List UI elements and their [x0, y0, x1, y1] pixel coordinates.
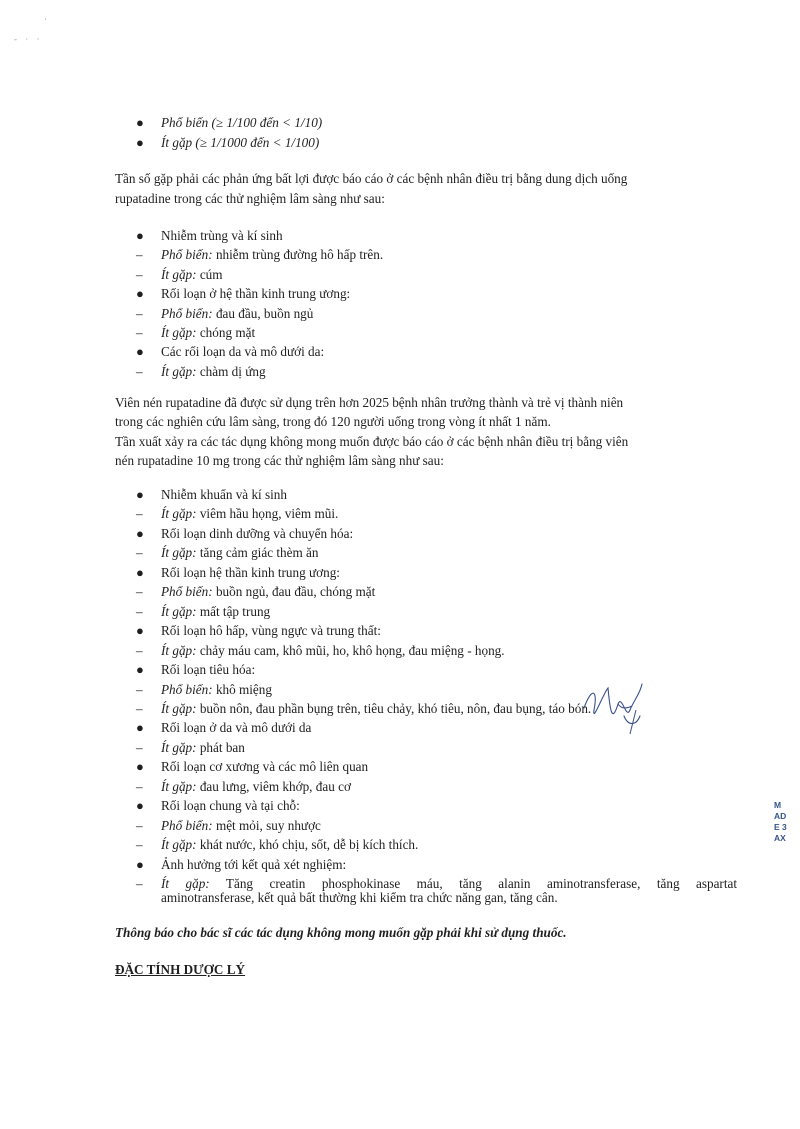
list-text: Rối loạn hô hấp, vùng ngực và trung thất:: [161, 623, 381, 638]
frequency-definition: Phổ biến (≥ 1/100 đến < 1/10): [161, 115, 323, 130]
list-subitem: [161, 643, 505, 659]
frequency-label: Ít gặp:: [161, 604, 197, 619]
bullet-marker: ●: [136, 662, 144, 677]
list-heading: [161, 526, 353, 542]
list-heading: [161, 857, 346, 873]
dash-marker: –: [136, 325, 143, 340]
list-heading: [161, 228, 283, 244]
list-text: buồn ngủ, đau đầu, chóng mặt: [212, 584, 376, 599]
list-heading: [161, 344, 324, 360]
dash-marker: –: [136, 837, 143, 852]
list-text: Rối loạn ở da và mô dưới da: [161, 720, 312, 735]
bullet-marker: ●: [136, 565, 144, 580]
list-text: Rối loạn hệ thần kinh trung ương:: [161, 565, 340, 580]
dash-marker: –: [136, 506, 143, 521]
list-text: Rối loạn dinh dưỡng và chuyển hóa:: [161, 526, 354, 541]
bullet-marker: ●: [136, 720, 144, 735]
list-text: chóng mặt: [196, 325, 256, 340]
list-subitem: [161, 818, 321, 834]
list-subitem: [161, 545, 318, 561]
section-title: ĐẶC TÍNH DƯỢC LÝ: [115, 962, 246, 977]
list-text: Rối loạn tiêu hóa:: [161, 662, 256, 677]
dash-marker: –: [136, 545, 143, 560]
bullet-marker: ●: [136, 759, 144, 774]
list-subitem: [161, 701, 591, 717]
list-heading: [161, 759, 368, 775]
scan-corner-mark: · - · ·: [14, 14, 50, 44]
bullet-marker: ●: [136, 228, 144, 243]
frequency-label: Ít gặp:: [161, 876, 210, 891]
dash-marker: –: [136, 643, 143, 658]
dash-marker: –: [136, 818, 143, 833]
list-heading: [161, 662, 255, 678]
list-text: buồn nôn, đau phần bụng trên, tiêu chảy, khó tiêu, nôn, đau bụng, táo bón.: [196, 701, 592, 716]
dash-marker: –: [136, 267, 143, 282]
frequency-label: Ít gặp:: [161, 267, 197, 282]
frequency-label: Ít gặp:: [161, 364, 197, 379]
dash-marker: –: [136, 682, 143, 697]
list-subitem: [161, 682, 272, 698]
frequency-label: Phổ biến:: [161, 247, 213, 262]
list-subitem: [161, 247, 383, 263]
side-stamp-fragment: [774, 800, 796, 844]
list-heading: [161, 720, 311, 736]
list-text: viêm hầu họng, viêm mũi.: [196, 506, 339, 521]
handwritten-signature: [578, 680, 658, 736]
list-text: khát nước, khó chịu, sốt, dễ bị kích thích.: [196, 837, 419, 852]
list-continuation-line: aminotransferase, kết quả bất thường khi kiểm tra chức năng gan, tăng cân.: [161, 890, 558, 905]
list-text: Rối loạn ở hệ thần kinh trung ương:: [161, 286, 351, 301]
list-text: chàm dị ứng: [196, 364, 266, 379]
frequency-label: Ít gặp:: [161, 701, 197, 716]
list-heading: [161, 565, 340, 581]
list-text: cúm: [196, 267, 223, 282]
dash-marker: –: [136, 604, 143, 619]
list-heading: [161, 286, 350, 302]
paragraph-oral-solution-line2: rupatadine trong các thử nghiệm lâm sàng như sau:: [115, 191, 385, 206]
list-subitem: [161, 506, 338, 522]
frequency-label: Ít gặp:: [161, 545, 197, 560]
frequency-label: Phổ biến:: [161, 306, 213, 321]
list-text: khô miệng: [212, 682, 272, 697]
bullet-marker: ●: [136, 344, 144, 359]
side-stamp-line: AD: [774, 811, 787, 821]
paragraph-tablet-line2: trong các nghiên cứu lâm sàng, trong đó 120 người uống trong vòng ít nhất 1 năm.: [115, 414, 551, 429]
dash-marker: –: [136, 740, 143, 755]
list-subitem: [161, 325, 255, 341]
list-heading: [161, 798, 300, 814]
side-stamp-line: E 3: [774, 822, 787, 832]
list-text: Ảnh hưởng tới kết quả xét nghiệm:: [161, 857, 347, 872]
list-text: Tăng creatin phosphokinase máu, tăng alanin aminotransferase, tăng aspartat: [209, 876, 738, 891]
frequency-label: Phổ biến:: [161, 682, 213, 697]
list-heading: [161, 623, 381, 639]
list-text: Nhiễm khuẩn và kí sinh: [161, 487, 287, 502]
frequency-label: Ít gặp:: [161, 325, 197, 340]
paragraph-tablet-line4: nén rupatadine 10 mg trong các thử nghiệm lâm sàng như sau:: [115, 453, 444, 468]
frequency-label: Phổ biến:: [161, 818, 213, 833]
dash-marker: –: [136, 306, 143, 321]
paragraph-tablet-line1: Viên nén rupatadine đã được sử dụng trên hơn 2025 bệnh nhân trưởng thành và trẻ vị thành niên: [115, 395, 624, 410]
bullet-marker: ●: [136, 623, 144, 638]
list-text: mất tập trung: [196, 604, 271, 619]
list-text: đau đầu, buồn ngủ: [212, 306, 314, 321]
bullet-marker: ●: [136, 526, 144, 541]
paragraph-oral-solution-line1: Tần số gặp phải các phản ứng bất lợi được báo cáo ở các bệnh nhân điều trị bằng dung dịch uống: [115, 171, 628, 186]
doctor-notice: Thông báo cho bác sĩ các tác dụng không mong muốn gặp phải khi sử dụng thuốc.: [115, 925, 567, 940]
list-text: tăng cảm giác thèm ăn: [196, 545, 319, 560]
bullet-marker: ●: [136, 798, 144, 813]
dash-marker: –: [136, 364, 143, 379]
paragraph-tablet-line3: Tần xuất xảy ra các tác dụng không mong muốn được báo cáo ở các bệnh nhân điều trị bằng viên: [115, 434, 629, 449]
list-subitem: [161, 306, 313, 322]
list-subitem: [161, 584, 375, 600]
list-text: Rối loạn chung và tại chỗ:: [161, 798, 300, 813]
bullet-marker: ●: [136, 115, 144, 130]
list-heading: [161, 487, 287, 503]
list-text: mệt mỏi, suy nhược: [212, 818, 321, 833]
bullet-marker: ●: [136, 857, 144, 872]
list-subitem: [161, 779, 351, 795]
list-text: Nhiễm trùng và kí sinh: [161, 228, 283, 243]
dash-marker: –: [136, 247, 143, 262]
frequency-definition: Ít gặp (≥ 1/1000 đến < 1/100): [161, 135, 320, 150]
list-subitem: [161, 740, 245, 756]
list-text: đau lưng, viêm khớp, đau cơ: [196, 779, 351, 794]
frequency-label: Ít gặp:: [161, 643, 197, 658]
bullet-marker: ●: [136, 487, 144, 502]
list-subitem: [161, 604, 270, 620]
dash-marker: –: [136, 779, 143, 794]
frequency-label: Ít gặp:: [161, 506, 197, 521]
frequency-label: Ít gặp:: [161, 740, 197, 755]
list-subitem: [161, 267, 223, 283]
list-subitem: [161, 364, 266, 380]
bullet-marker: ●: [136, 286, 144, 301]
side-stamp-line: M: [774, 800, 782, 810]
frequency-label: Ít gặp:: [161, 779, 197, 794]
side-stamp-line: AX: [774, 833, 786, 843]
list-text: Rối loạn cơ xương và các mô liên quan: [161, 759, 369, 774]
dash-marker: –: [136, 876, 143, 891]
list-text: phát ban: [196, 740, 245, 755]
dash-marker: –: [136, 701, 143, 716]
list-text: chảy máu cam, khô mũi, ho, khô họng, đau miệng - họng.: [196, 643, 505, 658]
frequency-label: Phổ biến:: [161, 584, 213, 599]
list-text: Các rối loạn da và mô dưới da:: [161, 344, 325, 359]
list-subitem: [161, 837, 418, 853]
list-text: nhiễm trùng đường hô hấp trên.: [212, 247, 384, 262]
dash-marker: –: [136, 584, 143, 599]
frequency-label: Ít gặp:: [161, 837, 197, 852]
bullet-marker: ●: [136, 135, 144, 150]
